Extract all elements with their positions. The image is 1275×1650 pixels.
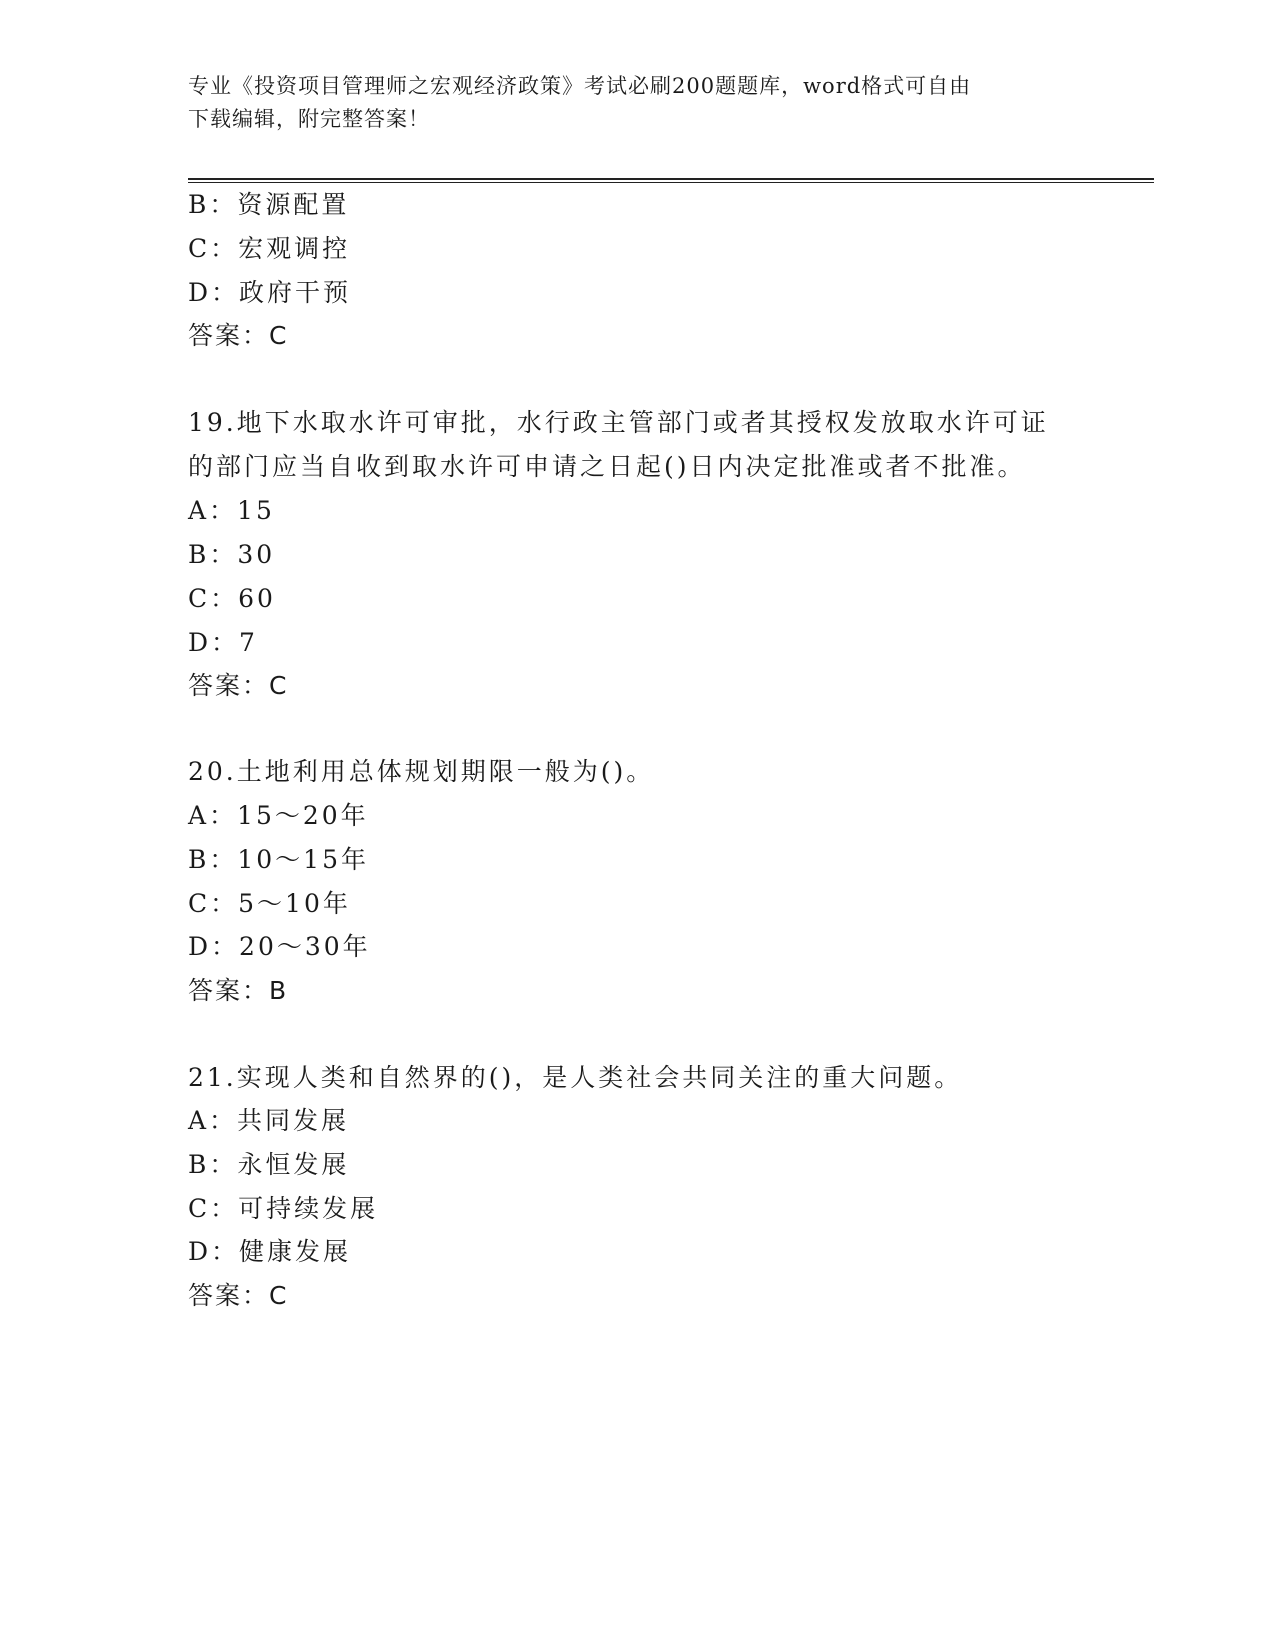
document-header bbox=[188, 70, 1068, 136]
q21-option-a: A：共同发展 bbox=[188, 1106, 350, 1135]
q21-option-b: B：永恒发展 bbox=[188, 1150, 350, 1179]
q19-stem-line-2: 的部门应当自收到取水许可申请之日起()日内决定批准或者不批准。 bbox=[188, 452, 1026, 481]
prev-answer: 答案：C bbox=[188, 321, 289, 350]
q21-option-d: D：健康发展 bbox=[188, 1237, 352, 1266]
prev-option-c: C：宏观调控 bbox=[188, 234, 351, 263]
q19-stem-line-1: 19.地下水取水许可审批，水行政主管部门或者其授权发放取水许可证 bbox=[188, 408, 1049, 437]
q19-answer: 答案：C bbox=[188, 671, 289, 700]
header-divider bbox=[188, 178, 1154, 183]
q20-option-b: B：10～15年 bbox=[188, 845, 369, 874]
q19-option-c: C：60 bbox=[188, 584, 276, 613]
prev-option-b: B：资源配置 bbox=[188, 190, 350, 219]
q19-option-b: B：30 bbox=[188, 540, 276, 569]
q20-option-d: D：20～30年 bbox=[188, 932, 371, 961]
q21-stem: 21.实现人类和自然界的()，是人类社会共同关注的重大问题。 bbox=[188, 1063, 963, 1092]
header-line-2: 下载编辑，附完整答案！ bbox=[188, 107, 430, 131]
q20-stem: 20.土地利用总体规划期限一般为()。 bbox=[188, 757, 655, 786]
q20-option-c: C：5～10年 bbox=[188, 889, 351, 918]
q19-option-d: D：7 bbox=[188, 628, 258, 657]
prev-option-d: D：政府干预 bbox=[188, 278, 352, 307]
q19-option-a: A：15 bbox=[188, 496, 275, 525]
q21-answer: 答案：C bbox=[188, 1281, 289, 1310]
q20-option-a: A：15～20年 bbox=[188, 801, 369, 830]
q21-option-c: C：可持续发展 bbox=[188, 1194, 379, 1223]
q20-answer: 答案：B bbox=[188, 976, 289, 1005]
header-line-1: 专业《投资项目管理师之宏观经济政策》考试必刷200题题库，word格式可自由 bbox=[188, 74, 972, 98]
